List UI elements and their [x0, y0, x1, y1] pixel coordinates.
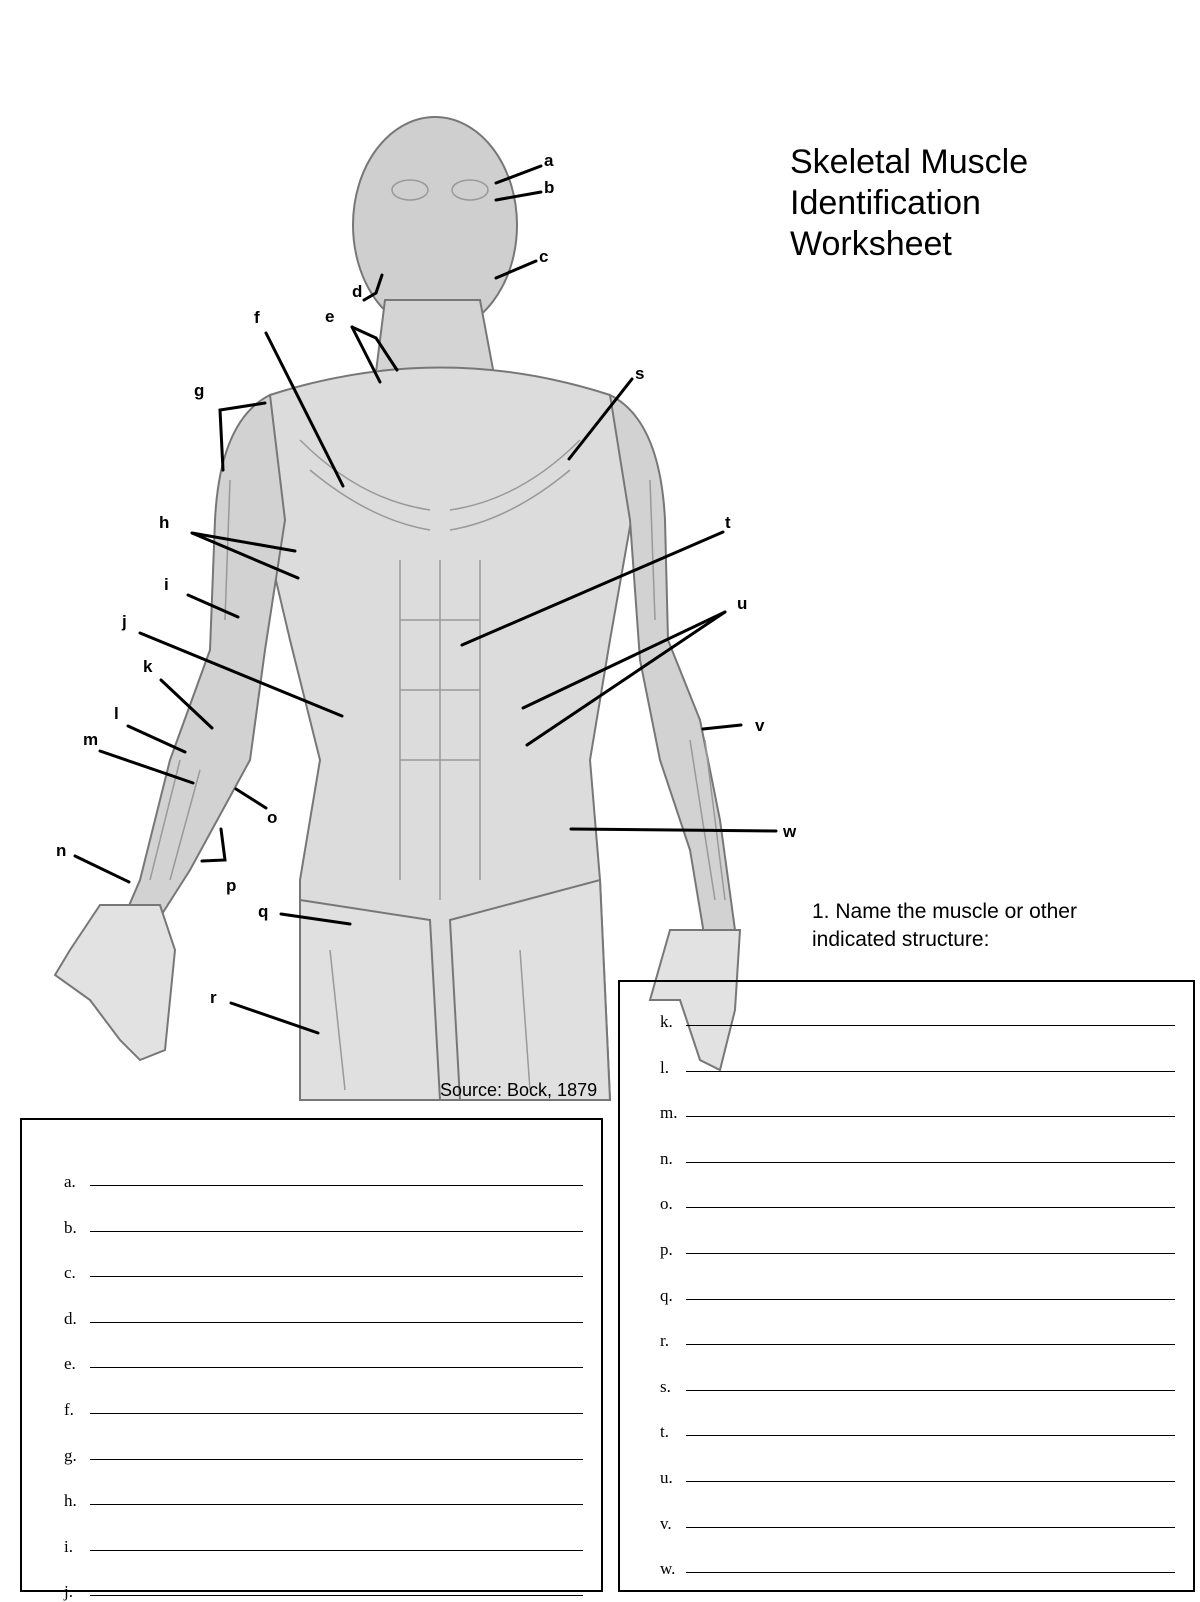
answer-row	[620, 1276, 1193, 1306]
answer-row	[22, 1390, 601, 1420]
answer-row	[22, 1527, 601, 1557]
label-i: i	[164, 575, 169, 594]
answer-row	[620, 1139, 1193, 1169]
label-b: b	[544, 178, 555, 197]
answer-line[interactable]	[90, 1231, 583, 1232]
title-line-3: Worksheet	[790, 225, 952, 263]
answer-line[interactable]	[686, 1116, 1175, 1117]
answer-label: r.	[660, 1331, 669, 1351]
answer-label: b.	[64, 1217, 77, 1237]
instruction-line-2: indicated structure:	[812, 928, 990, 951]
answer-row	[22, 1481, 601, 1511]
answer-line[interactable]	[90, 1504, 583, 1505]
answer-row	[620, 1184, 1193, 1214]
answer-line[interactable]	[686, 1572, 1175, 1573]
answer-row	[620, 1549, 1193, 1579]
answer-label: s.	[660, 1376, 671, 1396]
answer-label: q.	[660, 1285, 673, 1305]
answer-row	[620, 1321, 1193, 1351]
answer-line[interactable]	[90, 1185, 583, 1186]
label-r: r	[210, 988, 217, 1007]
answer-line[interactable]	[90, 1595, 583, 1596]
answer-row	[620, 1458, 1193, 1488]
label-n: n	[56, 841, 67, 860]
answer-line[interactable]	[90, 1367, 583, 1368]
label-s: s	[635, 364, 645, 383]
answer-line[interactable]	[686, 1481, 1175, 1482]
answer-line[interactable]	[686, 1207, 1175, 1208]
answer-label: g.	[64, 1445, 77, 1465]
answer-row	[22, 1208, 601, 1238]
answer-label: v.	[660, 1513, 672, 1533]
answer-line[interactable]	[686, 1253, 1175, 1254]
instruction-line-1: 1. Name the muscle or other	[812, 900, 1077, 923]
answer-row	[22, 1572, 601, 1602]
answer-line[interactable]	[90, 1459, 583, 1460]
answer-box-left	[20, 1118, 603, 1602]
answer-label: l.	[660, 1057, 669, 1077]
label-t: t	[725, 513, 731, 532]
label-e: e	[325, 307, 335, 326]
label-f: f	[254, 308, 260, 327]
answer-row	[620, 1504, 1193, 1534]
answer-label: t.	[660, 1422, 669, 1442]
label-c: c	[539, 247, 549, 266]
title-line-2: Identification	[790, 184, 981, 222]
answer-line[interactable]	[90, 1550, 583, 1551]
answer-row	[22, 1344, 601, 1374]
answer-label: a.	[64, 1172, 76, 1191]
answer-line[interactable]	[686, 1162, 1175, 1163]
answer-line[interactable]	[686, 1390, 1175, 1391]
answer-label: n.	[660, 1148, 673, 1168]
label-a: a	[544, 151, 554, 170]
answer-label: w.	[660, 1559, 676, 1579]
answer-label: e.	[64, 1354, 76, 1374]
answer-row	[620, 1093, 1193, 1123]
answer-line[interactable]	[90, 1322, 583, 1323]
label-o: o	[267, 808, 278, 827]
answer-label: o.	[660, 1194, 673, 1214]
source-credit: Source: Bock, 1879	[440, 1080, 598, 1100]
label-l: l	[114, 704, 119, 723]
answer-row	[620, 1230, 1193, 1260]
label-u: u	[737, 594, 748, 613]
answer-label: u.	[660, 1468, 673, 1487]
answer-label: j.	[64, 1582, 73, 1602]
answer-label: c.	[64, 1263, 76, 1283]
answer-row	[620, 1002, 1193, 1032]
label-w: w	[783, 822, 797, 841]
label-m: m	[83, 730, 99, 749]
answer-label: h.	[64, 1491, 77, 1511]
answer-label: p.	[660, 1240, 673, 1259]
answer-row	[620, 1412, 1193, 1442]
answer-line[interactable]	[686, 1527, 1175, 1528]
answer-line[interactable]	[686, 1299, 1175, 1300]
label-v: v	[755, 716, 765, 735]
answer-row	[22, 1299, 601, 1329]
answer-line[interactable]	[686, 1344, 1175, 1345]
answer-line[interactable]	[90, 1276, 583, 1277]
label-h: h	[159, 513, 170, 532]
label-g: g	[194, 381, 205, 400]
answer-label: d.	[64, 1308, 77, 1328]
label-q: q	[258, 902, 269, 921]
answer-row	[22, 1436, 601, 1466]
answer-label: i.	[64, 1536, 73, 1556]
answer-line[interactable]	[90, 1413, 583, 1414]
answer-label: f.	[64, 1400, 74, 1419]
title-line-1: Skeletal Muscle	[790, 143, 1029, 181]
label-d: d	[352, 282, 363, 301]
label-k: k	[143, 657, 153, 676]
label-j: j	[122, 612, 127, 631]
answer-line[interactable]	[686, 1025, 1175, 1026]
answer-label: k.	[660, 1012, 673, 1031]
worksheet-title	[790, 142, 1028, 265]
answer-row	[22, 1253, 601, 1283]
answer-row	[620, 1048, 1193, 1078]
body-silhouette	[55, 117, 740, 1100]
answer-box-right	[618, 980, 1195, 1592]
answer-row	[22, 1162, 601, 1192]
anatomy-figure	[0, 0, 830, 1110]
label-p: p	[226, 876, 237, 895]
answer-label: m.	[660, 1103, 678, 1123]
answer-line[interactable]	[686, 1435, 1175, 1436]
instruction-text	[812, 898, 1077, 954]
answer-line[interactable]	[686, 1071, 1175, 1072]
answer-row	[620, 1367, 1193, 1397]
